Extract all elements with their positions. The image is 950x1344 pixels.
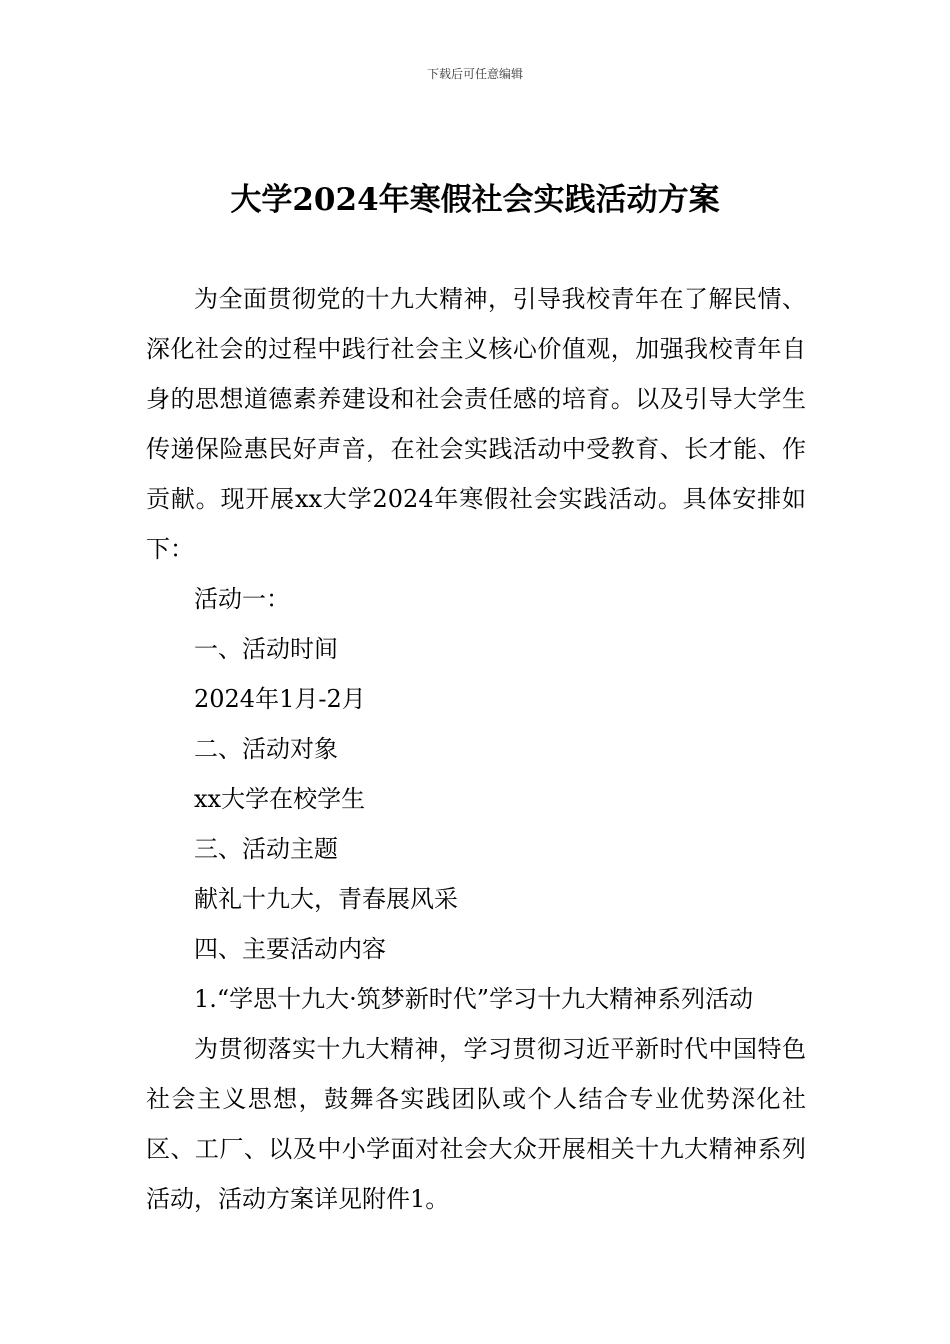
activity-target-value: xx大学在校学生	[194, 785, 366, 813]
section-heading-theme: 三、活动主题	[194, 835, 338, 863]
content-item-1-paragraph: 为贯彻落实十九大精神，学习贯彻习近平新时代中国特色社会主义思想，鼓舞各实践团队或个人结合专业优势深化社区、工厂、以及中小学面对社会大众开展相关十九大精神系列活动，活动方案详见附件1。	[146, 1035, 806, 1213]
activity-time-value: 2024年1月-2月	[194, 685, 366, 713]
document-title: 大学2024年寒假社会实践活动方案	[230, 182, 720, 218]
activity-theme-value: 献礼十九大，青春展风采	[194, 885, 458, 913]
activity-one-heading: 活动一：	[194, 585, 290, 613]
section-heading-time: 一、活动时间	[194, 635, 338, 663]
document-body	[146, 274, 806, 1224]
section-heading-target: 二、活动对象	[194, 735, 338, 763]
intro-paragraph: 为全面贯彻党的十九大精神，引导我校青年在了解民情、深化社会的过程中践行社会主义核心价值观，加强我校青年自身的思想道德素养建设和社会责任感的培育。以及引导大学生传递保险惠民好声音，在社会实践活动中受教育、长才能、作贡献。现开展xx大学2024年寒假社会实践活动。具体安排如下：	[146, 285, 806, 563]
content-item-1-title: 1.“学思十九大·筑梦新时代”学习十九大精神系列活动	[194, 985, 754, 1013]
section-heading-content: 四、主要活动内容	[194, 935, 386, 963]
header-note: 下载后可任意编辑	[426, 67, 523, 81]
